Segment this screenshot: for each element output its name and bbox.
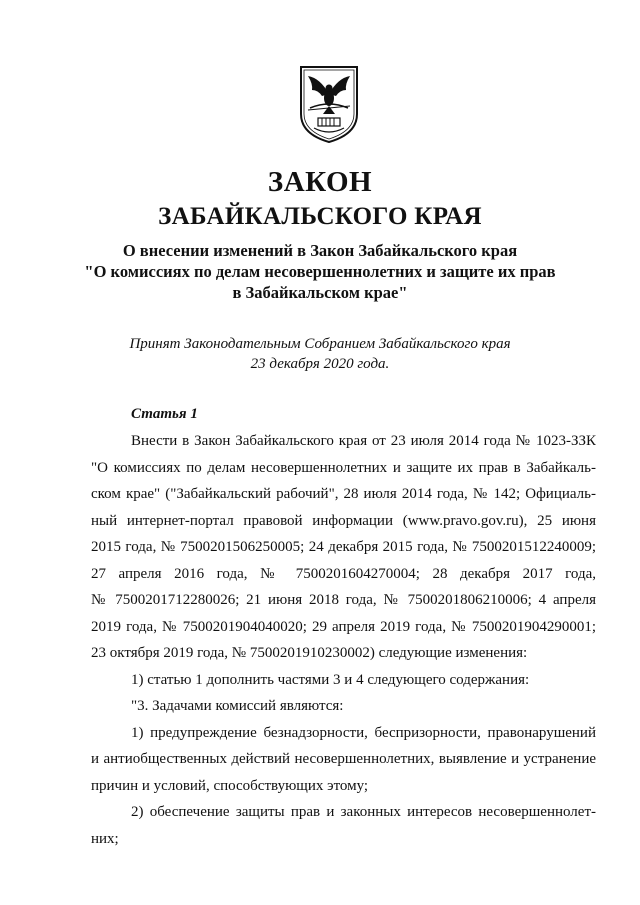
body-line: 1) предупреждение безнадзорности, беспризорности, правонарушений <box>131 724 596 741</box>
body-line: 2019 года, № 7500201904040020; 29 апреля 2019 года, № 7500201904290001; <box>91 618 596 635</box>
body-line: 2) обеспечение защиты прав и законных интересов несовершеннолет- <box>131 804 596 820</box>
article-body <box>91 428 596 852</box>
eagle-shield-icon <box>298 64 360 144</box>
body-line: "3. Задачами комиссий являются: <box>131 698 344 714</box>
law-subtitle <box>60 240 580 303</box>
body-line: № 7500201712280026; 21 июня 2018 года, № 7500201806210006; 4 апреля <box>91 592 596 608</box>
body-line: них; <box>91 830 119 847</box>
law-title: ЗАКОН <box>267 166 373 198</box>
coat-of-arms-emblem <box>298 64 360 144</box>
body-line: 27 апреля 2016 года, № 7500201604270004; 28 декабря 2017 года, <box>91 565 596 582</box>
adoption-date: 23 декабря 2020 года. <box>250 356 390 372</box>
body-line: ском крае" ("Забайкальский рабочий", 28 июля 2014 года, № 142; Официаль- <box>91 486 596 502</box>
adoption-note <box>60 334 580 374</box>
body-line: Внести в Закон Забайкальского края от 23 июля 2014 года № 1023-ЗЗК <box>131 433 596 449</box>
body-line: "О комиссиях по делам несовершеннолетних и защите их прав в Забайкаль- <box>91 459 596 476</box>
body-line: 2015 года, № 7500201506250005; 24 декабря 2015 года, № 7500201512240009; <box>91 539 596 555</box>
subtitle-line: О внесении изменений в Закон Забайкальского края <box>122 241 518 260</box>
body-line: причин и условий, способствующих этому; <box>91 777 369 794</box>
subtitle-line: "О комиссиях по делам несовершеннолетних и защите их прав <box>84 262 556 281</box>
body-line: 1) статью 1 дополнить частями 3 и 4 следующего содержания: <box>131 671 530 688</box>
body-line: ный интернет-портал правовой информации (www.pravo.gov.ru), 25 июня <box>91 512 596 529</box>
region-title: ЗАБАЙКАЛЬСКОГО КРАЯ <box>158 203 482 230</box>
body-line: и антиобщественных действий несовершеннолетних, выявление и устранение <box>91 751 596 767</box>
subtitle-line: в Забайкальском крае" <box>232 283 408 302</box>
article-heading: Статья 1 <box>131 406 198 422</box>
adoption-line: Принят Законодательным Собранием Забайкальского края <box>129 336 511 352</box>
body-line: 23 октября 2019 года, № 7500201910230002) следующие изменения: <box>91 645 528 661</box>
